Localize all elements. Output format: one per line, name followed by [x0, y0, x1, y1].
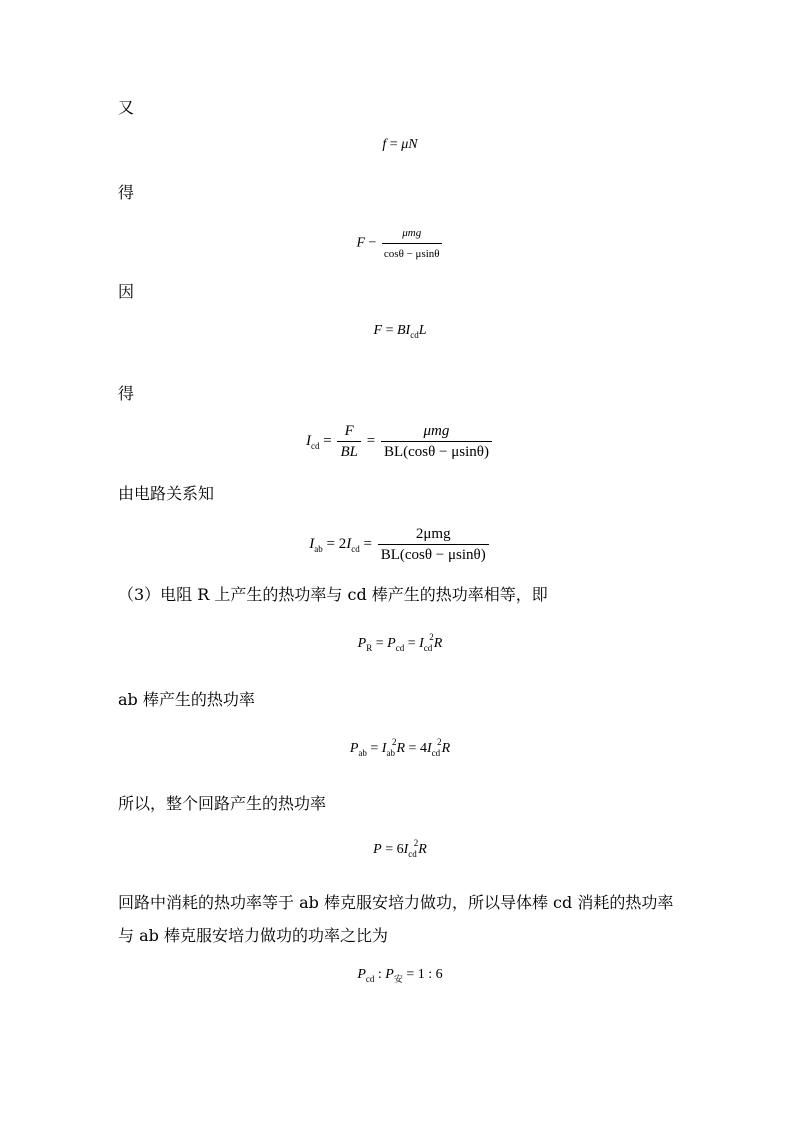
equation-ratio: $P_{cd}$ : $P_安 = 1$ : 6	[357, 967, 443, 984]
text-ab-power: ab 棒产生的热功率	[118, 690, 255, 709]
text-de-2: 得	[118, 384, 135, 403]
equation-force: F − $\frac{\text{μmg}}{\cos\theta - \mu\sin\theta}$	[0, 224, 800, 263]
equation-power-ab: $P_{ab} = I_{ab}^2R = 4I_{cd}^2R$	[349, 737, 451, 758]
equation-power-total: $P = 6I_{cd}^2R$	[373, 838, 427, 859]
equation-power-r: $P_R = P_{cd} = I_{cd}^2R$	[357, 632, 443, 653]
equation-current-cd: $I_{cd}$ = $\frac{F}{BL}$ = $\frac{\text{μmg}}{BL(\cos\theta - \mu\sin\theta)}$	[0, 422, 800, 461]
text-conclusion-2: 与 ab 棒克服安培力做功的功率之比为	[118, 926, 388, 945]
text-conclusion-1: 回路中消耗的热功率等于 ab 棒克服安培力做功，所以导体棒 cd 消耗的热功率	[118, 893, 674, 912]
equation-current-ab: $I_{ab} = 2I_{cd}$ = $\frac{\text{2μmg}}{BL(\cos\theta - \mu\sin\theta)}$	[0, 525, 800, 564]
text-part-3: （3）电阻 R 上产生的热功率与 cd 棒产生的热功率相等，即	[118, 585, 548, 604]
equation-friction: f = μN	[382, 137, 418, 152]
text-you: 又	[118, 98, 135, 117]
text-yin: 因	[118, 282, 135, 301]
equation-ampere-force: $F = BI_{cd}L$	[373, 323, 427, 340]
text-de-1: 得	[118, 183, 135, 202]
text-circuit: 由电路关系知	[118, 484, 215, 503]
text-total: 所以，整个回路产生的热功率	[118, 794, 327, 813]
